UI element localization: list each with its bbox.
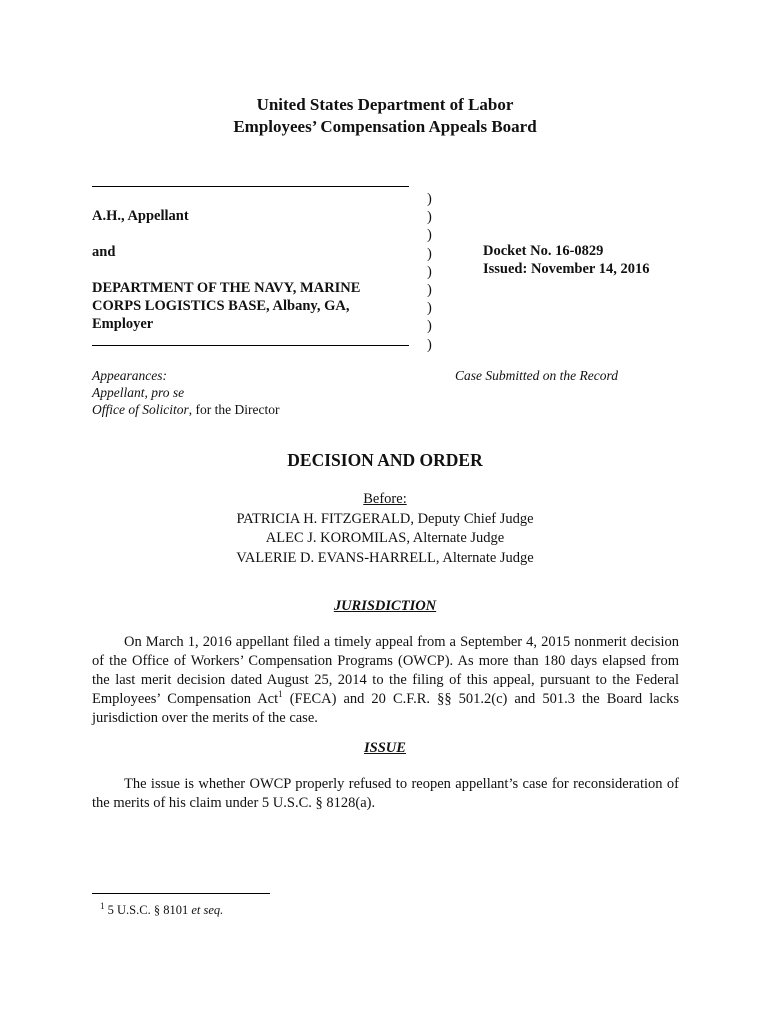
caption-parentheses [427, 190, 432, 354]
caption-appellant: A.H., Appellant [92, 208, 189, 224]
paren: ) [427, 282, 432, 299]
jurisdiction-paragraph [92, 633, 679, 728]
paren: ) [427, 336, 432, 353]
paren: ) [427, 191, 432, 207]
caption-and: and [92, 244, 116, 260]
paren: ) [427, 227, 432, 244]
jurisdiction-heading: JURISDICTION [333, 598, 437, 614]
caption-top-rule [92, 186, 409, 187]
decision-title: DECISION AND ORDER [287, 450, 483, 470]
employer-line-2: CORPS LOGISTICS BASE, Albany, GA, [92, 298, 350, 314]
caption-employer [92, 279, 360, 333]
office-suffix: , for the Director [188, 402, 280, 417]
paren: ) [427, 209, 432, 226]
footnote-text: 5 U.S.C. § 8101 [104, 903, 192, 917]
docket-block [483, 242, 649, 278]
footnote-italic: et seq. [191, 903, 224, 917]
footnote-number: 1 [100, 900, 105, 911]
docket-number: Docket No. 16-0829 [483, 243, 604, 259]
agency-header [0, 94, 770, 138]
appearances-block [92, 367, 279, 418]
judge-koromilas: ALEC J. KOROMILAS, Alternate Judge [265, 530, 505, 546]
paren: ) [427, 300, 432, 317]
footnote [100, 900, 224, 918]
office-of-solicitor: Office of Solicitor [92, 402, 189, 417]
footnote-ref[interactable]: 1 [278, 689, 283, 700]
before-block [0, 490, 770, 568]
caption-bottom-rule [92, 345, 409, 346]
issue-heading: ISSUE [364, 740, 406, 756]
jurisdiction-text-b: (FECA) and 20 C.F.R. §§ 501.2(c) and 501.3 the Board lacks jurisdiction over the merits of the case. [92, 691, 679, 726]
paren: ) [427, 318, 432, 335]
employer-line-3: Employer [92, 316, 154, 332]
employer-line-1: DEPARTMENT OF THE NAVY, MARINE [92, 280, 361, 296]
judge-evans-harrell: VALERIE D. EVANS-HARRELL, Alternate Judge [236, 549, 534, 566]
jurisdiction-text-a: On March 1, 2016 appellant filed a timely appeal from a September 4, 2015 nonmerit decision of the Office of Workers’ Compensation Programs (OWCP). As more than 180 days elapsed from the last merit decision dated August 25, 2014 to the filing of this appeal, pursuant to the Federal Employees’ Compensation Act [92, 634, 679, 707]
issued-date: Issued: November 14, 2016 [483, 261, 650, 277]
case-submitted: Case Submitted on the Record [455, 368, 618, 383]
before-label: Before: [363, 491, 407, 507]
paren: ) [427, 263, 432, 280]
paren: ) [427, 245, 432, 262]
footnote-rule [92, 893, 270, 894]
issue-paragraph: The issue is whether OWCP properly refused to reopen appellant’s case for reconsideration of the merits of his claim under 5 U.S.C. § 8128(a). [92, 776, 679, 811]
judge-fitzgerald: PATRICIA H. FITZGERALD, Deputy Chief Judge [236, 510, 534, 527]
agency-name: United States Department of Labor [256, 95, 514, 114]
appearances-label: Appearances: [92, 368, 167, 383]
appellant-pro-se: Appellant, pro se [92, 385, 185, 400]
board-name: Employees’ Compensation Appeals Board [233, 117, 537, 136]
